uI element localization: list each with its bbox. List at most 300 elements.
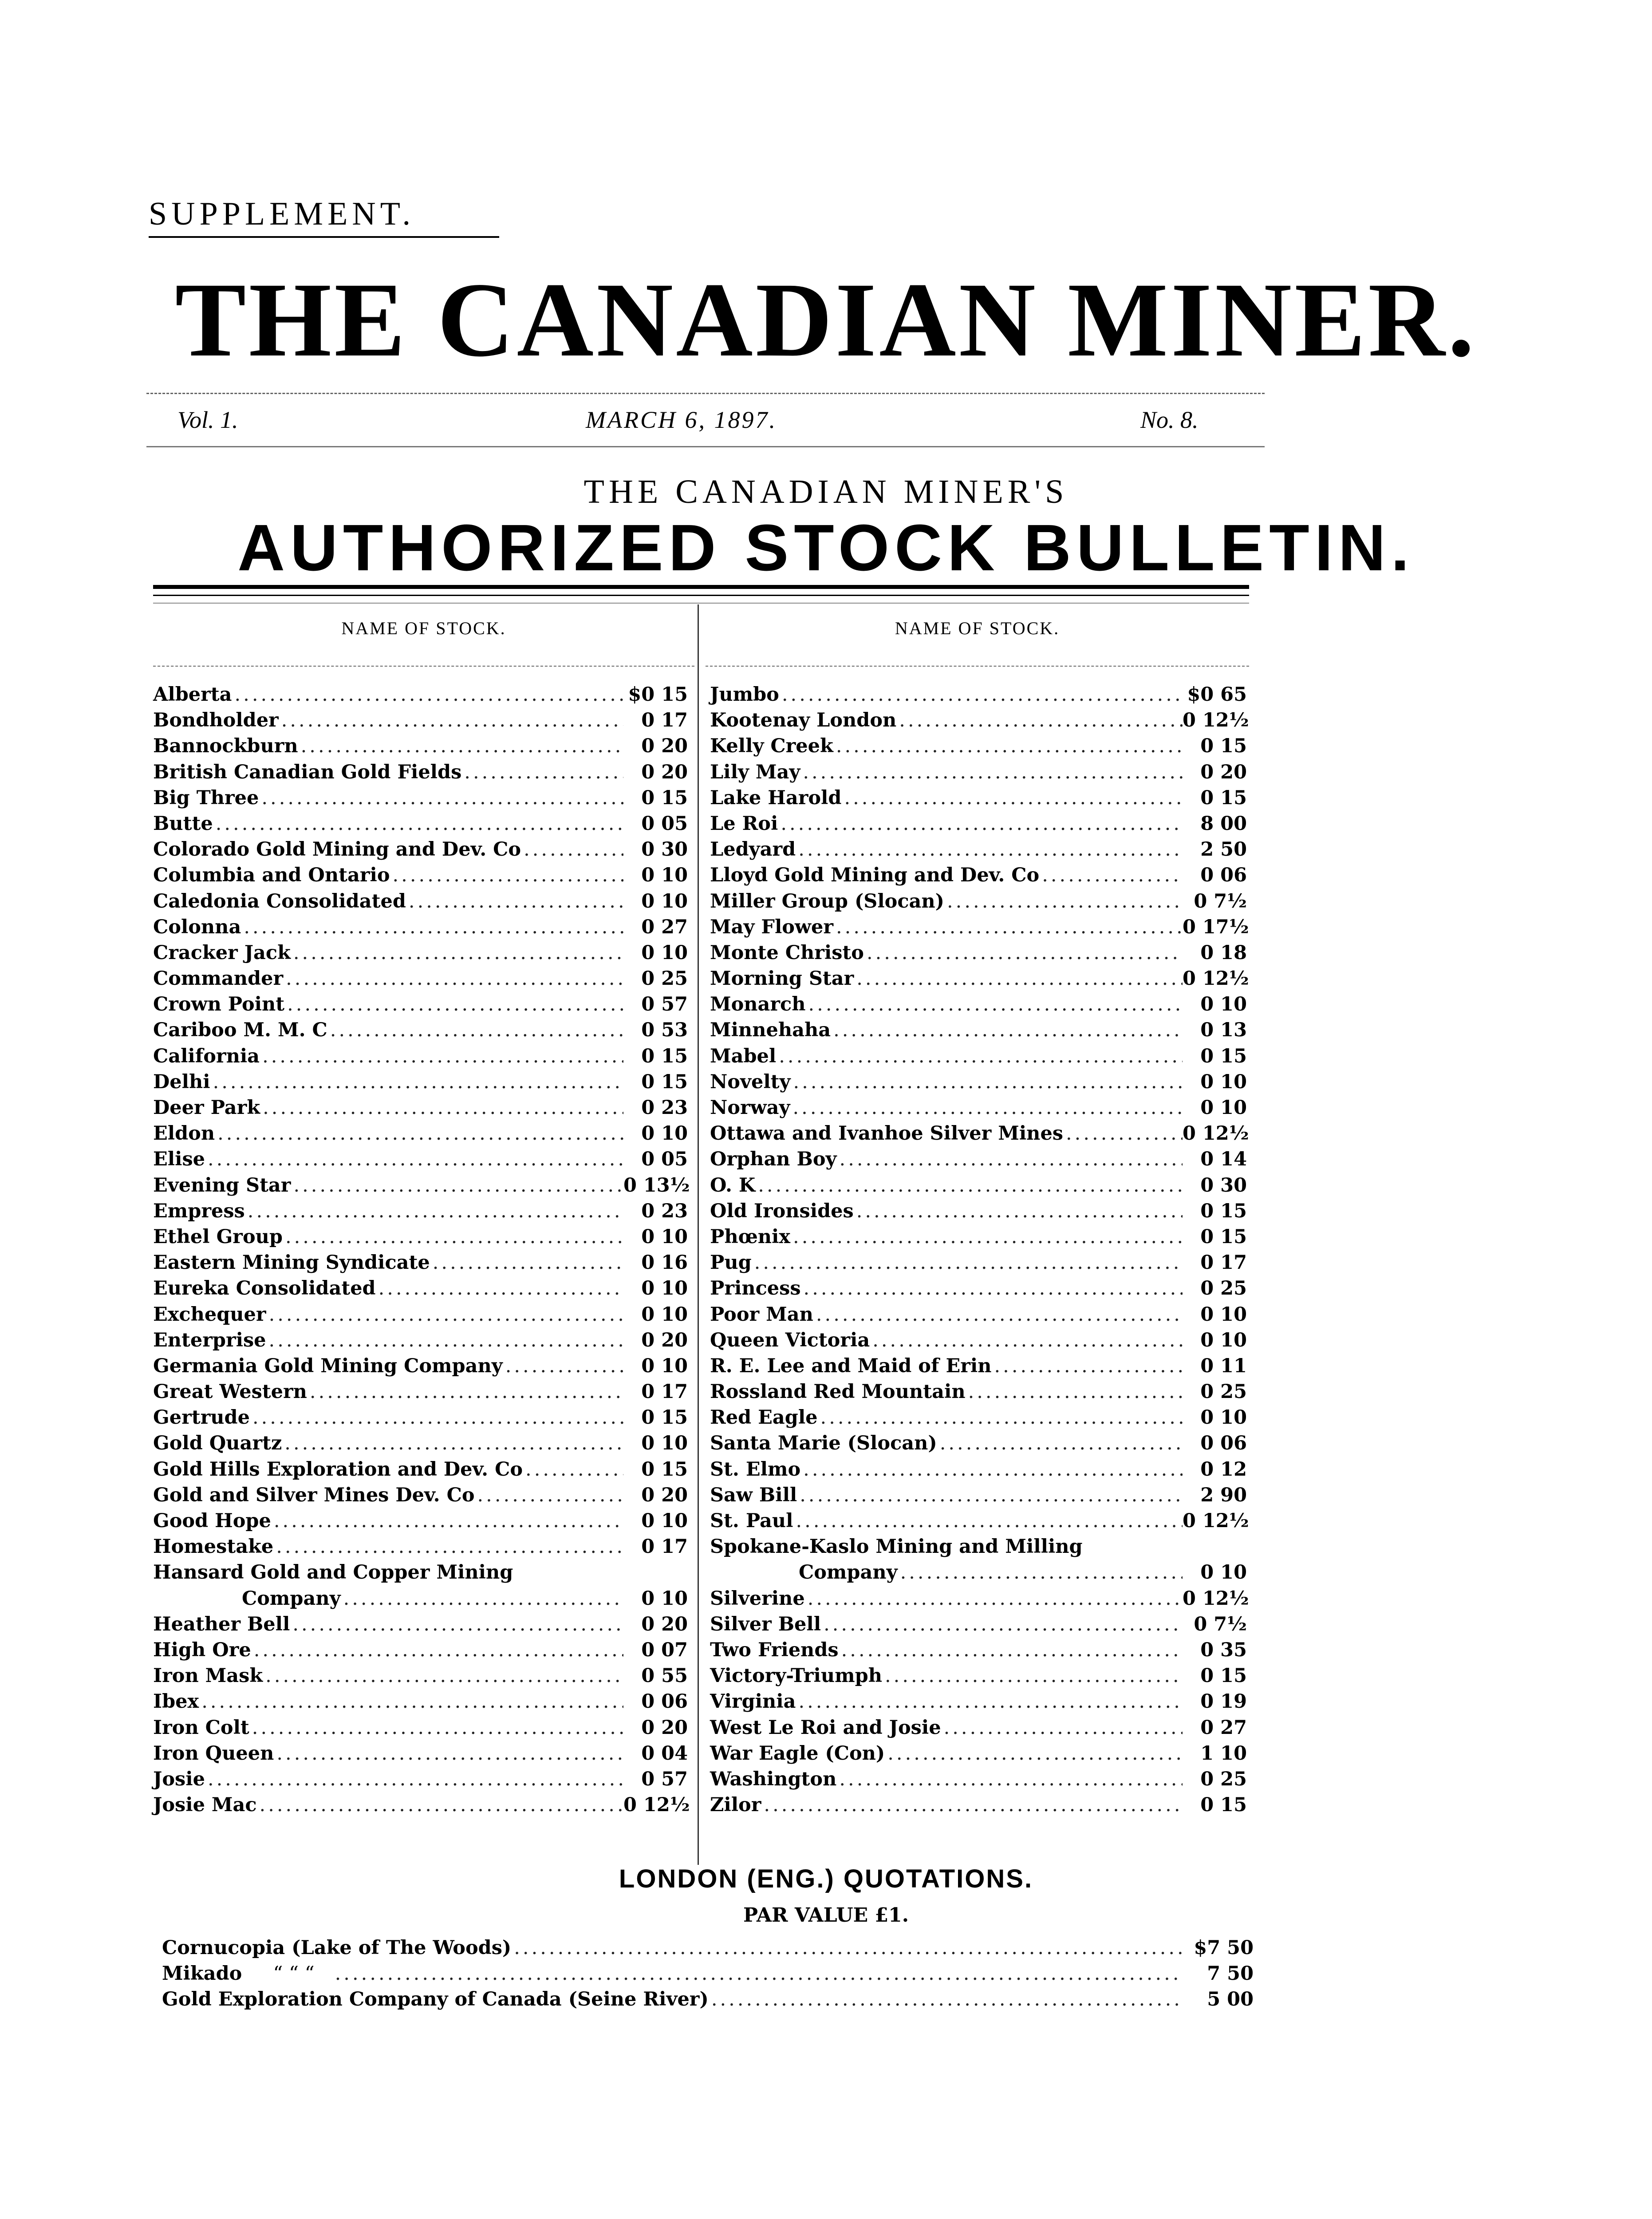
stock-name: Iron Colt: [153, 1716, 249, 1739]
leader-dots: [870, 1327, 1183, 1353]
leader-dots: [406, 888, 623, 914]
stock-row: [710, 1430, 1247, 1456]
stock-row: [710, 1482, 1247, 1508]
stock-row: [710, 682, 1247, 707]
stock-name: Norway: [710, 1097, 790, 1119]
stock-name: Saw Bill: [710, 1484, 797, 1506]
stock-row: [710, 1302, 1247, 1327]
stock-name: Iron Mask: [153, 1665, 263, 1687]
stock-name: Butte: [153, 812, 213, 835]
leader-dots: [503, 1353, 623, 1379]
leader-dots: [307, 1379, 623, 1405]
stock-price: 0 15: [641, 1045, 688, 1067]
stock-row: [710, 1560, 1247, 1585]
stock-name: Morning Star: [710, 967, 854, 990]
stock-name: Enterprise: [153, 1329, 266, 1351]
stock-row: [153, 1405, 688, 1430]
stock-name: Rossland Red Mountain: [710, 1381, 966, 1403]
leader-dots: [791, 1069, 1183, 1095]
leader-dots: [837, 1146, 1183, 1172]
stock-row: [710, 1017, 1247, 1043]
stock-row: [153, 862, 688, 888]
leader-dots: [793, 1508, 1183, 1534]
leader-dots: [199, 1689, 623, 1714]
stock-price: 0 05: [641, 812, 688, 835]
stock-price: 0 20: [1200, 761, 1247, 783]
stock-row: [162, 1961, 1254, 1986]
stock-row: [710, 1508, 1247, 1534]
supplement-underline: [149, 236, 499, 238]
stock-price: 0 10: [641, 1225, 688, 1248]
stock-price: 0 10: [641, 1122, 688, 1145]
leader-dots: [521, 837, 623, 862]
stock-row: [153, 707, 688, 733]
stock-row: [153, 785, 688, 811]
stock-row: [710, 1275, 1247, 1301]
stock-name: Victory-Triumph: [710, 1665, 882, 1687]
leader-dots: [341, 1586, 623, 1611]
stock-name: Alberta: [153, 683, 232, 706]
stock-name: Poor Man: [710, 1303, 813, 1326]
leader-dots: [898, 1560, 1183, 1585]
stock-row: [710, 1689, 1247, 1714]
stock-price: 0 10: [1200, 1329, 1247, 1351]
leader-dots: [1039, 862, 1183, 888]
stock-row: [153, 966, 688, 991]
stock-price: 0 11: [1200, 1354, 1247, 1377]
leader-dots: [271, 1508, 623, 1534]
stock-name: Princess: [710, 1277, 801, 1300]
stock-price: $7 50: [1194, 1937, 1254, 1959]
leader-dots: [210, 1069, 623, 1095]
leader-dots: [833, 733, 1183, 759]
leader-dots: [796, 1689, 1183, 1714]
stock-price: 0 15: [1200, 786, 1247, 809]
stock-row: [153, 759, 688, 785]
volume-label: Vol. 1.: [177, 407, 238, 433]
stock-row: [162, 1935, 1254, 1961]
leader-dots: [291, 940, 623, 966]
stock-price: 0 10: [1200, 1303, 1247, 1326]
stock-row: [153, 1198, 688, 1224]
stock-name: West Le Roi and Josie: [710, 1716, 941, 1739]
stock-name: R. E. Lee and Maid of Erin: [710, 1354, 992, 1377]
leader-dots: [761, 1792, 1183, 1818]
stock-name: Minnehaha: [710, 1019, 831, 1042]
stock-price: 0 14: [1200, 1148, 1247, 1171]
stock-price: 0 35: [1200, 1639, 1247, 1661]
stock-price: 5 00: [1207, 1988, 1254, 2010]
stock-name: Big Three: [153, 786, 259, 809]
leader-dots: [376, 1275, 623, 1301]
stock-name: Le Roi: [710, 812, 778, 835]
leader-dots: [290, 1611, 623, 1637]
stock-row: [710, 1173, 1247, 1198]
stock-row: [153, 1302, 688, 1327]
stock-name: Kelly Creek: [710, 735, 833, 758]
stock-price: 0 17: [641, 1381, 688, 1403]
stock-name: Columbia and Ontario: [153, 864, 390, 887]
leader-dots: [854, 1198, 1183, 1224]
leader-dots: [213, 811, 623, 837]
stock-row: [153, 1353, 688, 1379]
leader-dots: [332, 1961, 1183, 1986]
leader-dots: [778, 811, 1183, 837]
leader-dots: [790, 1224, 1183, 1250]
stock-price: 8 00: [1200, 812, 1247, 835]
stock-price: 0 15: [1200, 1045, 1247, 1067]
stock-name: Spokane-Kaslo Mining and Milling: [710, 1536, 1083, 1558]
stock-price: 1 10: [1200, 1742, 1247, 1765]
stock-row: [153, 682, 688, 707]
issue-number: No. 8.: [1140, 407, 1199, 433]
stock-price: $0 65: [1187, 683, 1247, 706]
stock-name: Empress: [153, 1200, 245, 1222]
stock-price: 0 10: [641, 864, 688, 887]
par-value-label: PAR VALUE £1.: [743, 1904, 909, 1927]
stock-row: [710, 966, 1247, 991]
issue-rule-bottom: [146, 446, 1265, 447]
stock-name: Phœnix: [710, 1225, 791, 1248]
stock-price: 0 15: [641, 1406, 688, 1429]
stock-price: 0 25: [1200, 1768, 1247, 1790]
leader-dots: [260, 1043, 623, 1069]
leader-dots: [266, 1302, 623, 1327]
stock-name: Ottawa and Ivanhoe Silver Mines: [710, 1122, 1064, 1145]
stock-row: [153, 1250, 688, 1275]
stock-row: [710, 1611, 1247, 1637]
leader-dots: [475, 1482, 623, 1508]
stock-name: Orphan Boy: [710, 1148, 837, 1171]
stock-row: [710, 914, 1247, 940]
leader-dots: [327, 1017, 623, 1043]
leader-dots: [511, 1935, 1183, 1961]
leader-dots: [839, 1637, 1183, 1663]
leader-dots: [944, 888, 1183, 914]
stock-row: [153, 1043, 688, 1069]
stock-name: Ibex: [153, 1690, 199, 1713]
stock-row: [710, 1224, 1247, 1250]
stock-price: 0 04: [641, 1742, 688, 1765]
stock-price: 0 10: [641, 890, 688, 912]
stock-row: [710, 1043, 1247, 1069]
stock-price: 0 20: [641, 1613, 688, 1635]
right-stock-list: [710, 682, 1247, 1818]
stock-row: [153, 1792, 688, 1818]
leader-dots: [232, 682, 623, 707]
stock-name: Monte Christo: [710, 941, 864, 964]
right-column-header: NAME OF STOCK.: [895, 618, 1060, 638]
stock-name: St. Paul: [710, 1510, 793, 1532]
stock-price: 2 90: [1200, 1484, 1247, 1506]
leader-dots: [806, 991, 1183, 1017]
leader-dots: [279, 707, 623, 733]
stock-row: [710, 759, 1247, 785]
leader-dots: [430, 1250, 623, 1275]
stock-name: Gertrude: [153, 1406, 250, 1429]
stock-price: 0 20: [641, 1329, 688, 1351]
leader-dots: [251, 1637, 623, 1663]
stock-name: Ethel Group: [153, 1225, 283, 1248]
stock-row: [153, 1611, 688, 1637]
stock-name: Colonna: [153, 916, 241, 938]
stock-price: 0 15: [1200, 1200, 1247, 1222]
leader-dots: [283, 1224, 623, 1250]
stock-name: Homestake: [153, 1536, 274, 1558]
stock-price: 0 13½: [623, 1174, 690, 1196]
leader-dots: [885, 1741, 1183, 1766]
stock-row: [153, 1095, 688, 1121]
issue-rule-top: [146, 393, 1265, 394]
leader-dots: [854, 966, 1183, 991]
stock-name: Red Eagle: [710, 1406, 818, 1429]
stock-row: [710, 862, 1247, 888]
stock-row: [710, 1534, 1247, 1560]
stock-name: Heather Bell: [153, 1613, 290, 1635]
left-stock-list: [153, 682, 688, 1818]
stock-price: 0 27: [641, 916, 688, 938]
stock-price: 0 12½: [1183, 709, 1249, 732]
stock-price: 0 53: [641, 1019, 688, 1042]
stock-row: [710, 811, 1247, 837]
left-header-rule: [153, 666, 694, 667]
stock-price: 0 15: [1200, 1794, 1247, 1816]
stock-row: [153, 1663, 688, 1689]
stock-row: [710, 1095, 1247, 1121]
stock-price: 0 05: [641, 1148, 688, 1171]
stock-price: 0 15: [641, 1070, 688, 1093]
thin-rule: [153, 595, 1249, 596]
stock-row: [153, 1017, 688, 1043]
stock-price: 0 17: [641, 1536, 688, 1558]
leader-dots: [461, 759, 623, 785]
leader-dots: [260, 1095, 623, 1121]
leader-dots: [836, 1766, 1183, 1792]
leader-dots: [266, 1327, 623, 1353]
leader-dots: [841, 785, 1183, 811]
stock-price: 0 10: [1200, 1070, 1247, 1093]
stock-name: Virginia: [710, 1690, 796, 1713]
leader-dots: [752, 1250, 1183, 1275]
stock-row: [710, 991, 1247, 1017]
stock-price: 7 50: [1207, 1962, 1254, 1985]
stock-name: Silver Bell: [710, 1613, 821, 1635]
stock-name: Company: [799, 1561, 898, 1584]
stock-row: [153, 733, 688, 759]
london-quotations-title: LONDON (ENG.) QUOTATIONS.: [619, 1864, 1033, 1893]
stock-row: [153, 1224, 688, 1250]
stock-name: High Ore: [153, 1639, 251, 1661]
stock-row: [710, 1121, 1247, 1146]
column-divider: [698, 604, 699, 1865]
stock-price: 0 25: [641, 967, 688, 990]
leader-dots: [805, 1586, 1183, 1611]
stock-row: [153, 1689, 688, 1714]
stock-row: [710, 733, 1247, 759]
leader-dots: [390, 862, 623, 888]
stock-row: [162, 1986, 1254, 2012]
stock-name: California: [153, 1045, 260, 1067]
stock-price: 0 10: [641, 1354, 688, 1377]
stock-row: [153, 1275, 688, 1301]
stock-name: Colorado Gold Mining and Dev. Co: [153, 838, 521, 861]
stock-price: 0 10: [641, 1587, 688, 1610]
leader-dots: [776, 1043, 1183, 1069]
stock-name: St. Elmo: [710, 1458, 801, 1481]
stock-row: [710, 1327, 1247, 1353]
stock-price: 0 10: [641, 941, 688, 964]
issue-date: MARCH 6, 1897.: [586, 407, 777, 433]
stock-row: [710, 1353, 1247, 1379]
stock-row: [153, 940, 688, 966]
stock-row: [153, 1637, 688, 1663]
stock-row: [710, 785, 1247, 811]
stock-price: 0 7½: [1194, 890, 1247, 912]
stock-name: British Canadian Gold Fields: [153, 761, 462, 783]
stock-row: [153, 1069, 688, 1095]
ditto-marks: “ “ “: [273, 1962, 315, 1985]
stock-price: 0 12: [1200, 1458, 1247, 1481]
stock-row: [710, 837, 1247, 862]
stock-row: [153, 1379, 688, 1405]
stock-price: 0 30: [1200, 1174, 1247, 1196]
leader-dots: [831, 1017, 1183, 1043]
stock-name: Gold Hills Exploration and Dev. Co: [153, 1458, 523, 1481]
stock-price: 0 30: [641, 838, 688, 861]
stock-name: Zilor: [710, 1794, 761, 1816]
stock-name: War Eagle (Con): [710, 1742, 885, 1765]
leader-dots: [205, 1146, 623, 1172]
stock-name: Exchequer: [153, 1303, 266, 1326]
leader-dots: [779, 682, 1183, 707]
stock-price: 0 06: [641, 1690, 688, 1713]
leader-dots: [796, 837, 1183, 862]
leader-dots: [800, 1457, 1183, 1482]
stock-price: 0 15: [641, 1458, 688, 1481]
stock-price: 0 17: [1200, 1252, 1247, 1274]
leader-dots: [896, 707, 1183, 733]
stock-price: 0 12½: [1183, 1510, 1249, 1532]
leader-dots: [249, 1715, 623, 1741]
stock-name: Silverine: [710, 1587, 805, 1610]
leader-dots: [282, 1430, 623, 1456]
stock-price: 0 23: [641, 1200, 688, 1222]
stock-name: Good Hope: [153, 1510, 271, 1532]
stock-price: 0 20: [641, 1716, 688, 1739]
stock-row: [153, 1146, 688, 1172]
leader-dots: [245, 1198, 623, 1224]
stock-name: Lily May: [710, 761, 800, 783]
stock-price: 0 57: [641, 993, 688, 1016]
stock-row: [153, 837, 688, 862]
stock-name: Ledyard: [710, 838, 796, 861]
stock-price: 0 18: [1200, 941, 1247, 964]
leader-dots: [937, 1430, 1183, 1456]
stock-name: Washington: [710, 1768, 837, 1790]
stock-name: Deer Park: [153, 1097, 260, 1119]
stock-price: 0 17: [641, 709, 688, 732]
stock-row: [153, 1327, 688, 1353]
stock-price: 0 20: [641, 761, 688, 783]
stock-price: 0 16: [641, 1252, 688, 1274]
leader-dots: [205, 1766, 623, 1792]
stock-name: Elise: [153, 1148, 205, 1171]
leader-dots: [257, 1792, 623, 1818]
stock-name: Great Western: [153, 1381, 307, 1403]
stock-row: [153, 1508, 688, 1534]
stock-price: 0 12½: [1183, 1587, 1249, 1610]
stock-row: [710, 1586, 1247, 1611]
leader-dots: [818, 1405, 1183, 1430]
stock-price: 0 15: [1200, 1665, 1247, 1687]
stock-price: 0 15: [1200, 735, 1247, 758]
leader-dots: [991, 1353, 1183, 1379]
stock-row: [153, 1534, 688, 1560]
left-column-header: NAME OF STOCK.: [341, 618, 506, 638]
stock-name: Company: [242, 1587, 341, 1610]
stock-name: Cornucopia (Lake of The Woods): [162, 1937, 512, 1959]
stock-price: 0 15: [1200, 1225, 1247, 1248]
stock-price: 0 25: [1200, 1277, 1247, 1300]
stock-price: 0 55: [641, 1665, 688, 1687]
stock-price: 0 10: [641, 1432, 688, 1455]
stock-name: Gold Quartz: [153, 1432, 282, 1455]
right-header-rule: [706, 666, 1249, 667]
stock-price: 0 20: [641, 735, 688, 758]
stock-price: 0 06: [1200, 1432, 1247, 1455]
stock-row: [153, 1457, 688, 1482]
stock-row: [710, 1766, 1247, 1792]
stock-row: [153, 991, 688, 1017]
stock-price: $0 15: [628, 683, 688, 706]
leader-dots: [241, 914, 623, 940]
leader-dots: [1063, 1121, 1183, 1146]
stock-price: 0 20: [641, 1484, 688, 1506]
stock-price: 0 06: [1200, 864, 1247, 887]
leader-dots: [941, 1715, 1183, 1741]
stock-name: Cracker Jack: [153, 941, 291, 964]
stock-price: 0 12½: [623, 1794, 690, 1816]
stock-row: [710, 1198, 1247, 1224]
stock-price: 0 10: [641, 1303, 688, 1326]
stock-price: 0 10: [1200, 1406, 1247, 1429]
stock-row: [710, 888, 1247, 914]
stock-row: [153, 1482, 688, 1508]
leader-dots: [833, 914, 1183, 940]
stock-name: Gold Exploration Company of Canada (Seine River): [162, 1988, 709, 2010]
stock-price: 0 17½: [1183, 916, 1249, 938]
stock-name: Lake Harold: [710, 786, 842, 809]
stock-name: Hansard Gold and Copper Mining: [153, 1561, 513, 1584]
stock-price: 0 10: [1200, 1097, 1247, 1119]
stock-row: [710, 940, 1247, 966]
leader-dots: [284, 991, 623, 1017]
stock-name: Josie Mac: [153, 1794, 257, 1816]
leader-dots: [882, 1663, 1183, 1689]
masthead-title: THE CANADIAN MINER.: [175, 261, 1477, 379]
stock-name: Eastern Mining Syndicate: [153, 1252, 430, 1274]
stock-price: 0 27: [1200, 1716, 1247, 1739]
leader-dots: [800, 759, 1183, 785]
stock-row: [710, 1741, 1247, 1766]
stock-row: [153, 1766, 688, 1792]
leader-dots: [263, 1663, 623, 1689]
stock-name: Lloyd Gold Mining and Dev. Co: [710, 864, 1040, 887]
stock-name: Miller Group (Slocan): [710, 890, 945, 912]
stock-row: [710, 1663, 1247, 1689]
stock-row: [153, 914, 688, 940]
stock-price: 0 10: [641, 1510, 688, 1532]
